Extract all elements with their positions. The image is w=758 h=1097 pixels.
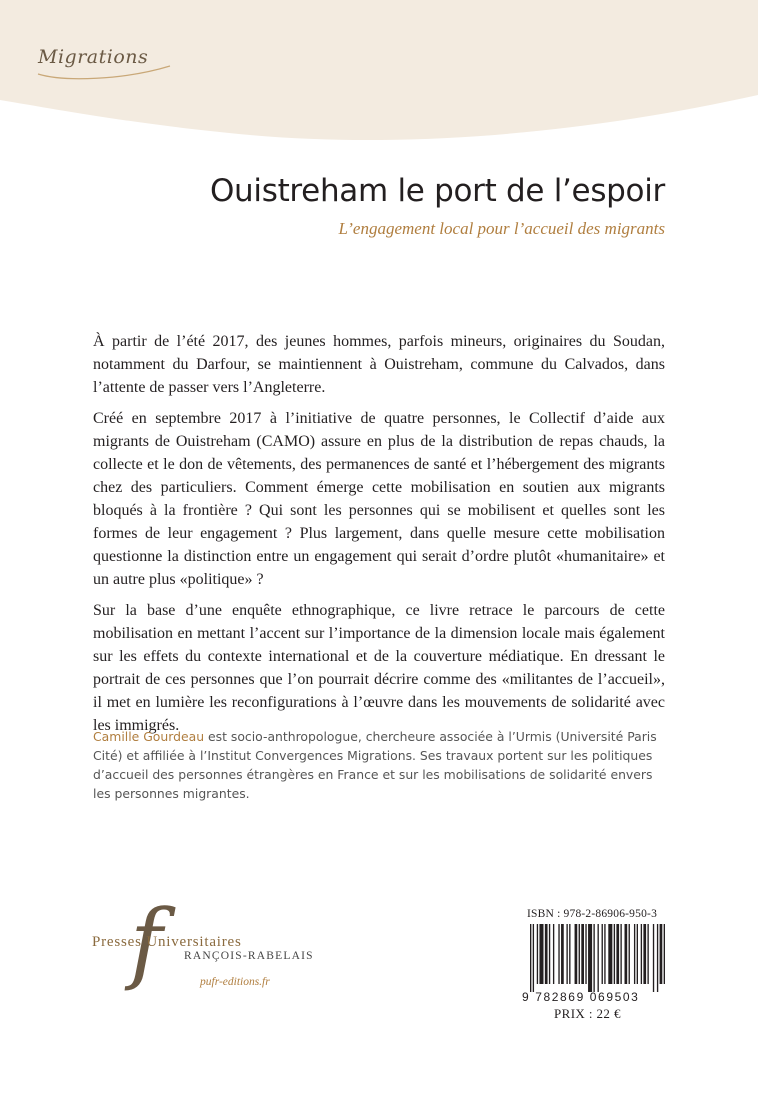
barcode-bar [553,924,554,984]
barcode-block [520,908,670,1022]
barcode-bar [614,924,615,984]
barcode-bar [616,924,619,984]
barcode-bar [604,924,605,984]
isbn: ISBN : 978-2-86906-950-3 [527,908,658,920]
barcode-bar [647,924,648,984]
barcode-bar [581,924,584,984]
price: PRIX : 22 € [554,1006,621,1021]
barcode-bar [629,924,630,984]
publisher-name-line1: Presses Universitaires [92,934,242,950]
barcode-bar [608,924,612,984]
publisher-name-line2: RANÇOIS-RABELAIS [184,950,314,962]
barcode-bar [588,924,592,992]
barcode-digits: 9 782869 069503 [522,990,640,1004]
barcode-bar [569,924,570,984]
barcode-bar [634,924,635,984]
book-title: Ouistreham le port de l’espoir [209,173,665,209]
barcode-bar [664,924,665,984]
barcode-bar [530,924,531,992]
barcode [520,924,670,1004]
barcode-bar [657,924,658,992]
blurb-paragraph-3: Sur la base d’une enquête ethnographique, ce livre retrace le parcours de cette mobilisation en mettant l’accent sur l’importance de la dimension locale mais également sur les effets du contexte international et de la couverture médiatique. En dressant le portrait de ces personnes que l’on pourrait décrire comme des «militantes de l’accueil», il met en lumière les reconfigurations à l’œuvre dans les mouvements de solidarité avec les immigrés. [93,602,665,734]
publisher-logo [92,890,322,1000]
barcode-bar [598,924,599,992]
barcode-bar [585,924,586,984]
series-logo [38,46,148,68]
publisher-website: pufr-editions.fr [200,976,270,988]
barcode-bar [579,924,580,984]
publisher-logo-letter: f [130,890,163,993]
book-subtitle: L’engagement local pour l’accueil des migrants [338,219,665,238]
barcode-bar [549,924,550,984]
barcode-bar [561,924,564,984]
barcode-bar [575,924,578,984]
barcode-bar [533,924,534,992]
barcode-bar [566,924,567,984]
blurb [93,330,665,745]
barcode-bar [602,924,603,984]
barcode-bar [625,924,628,984]
barcode-bar [558,924,559,984]
author-name: Camille Gourdeau [93,729,205,744]
barcode-bar [653,924,654,992]
blurb-paragraph-1: À partir de l’été 2017, des jeunes hommes, parfois mineurs, originaires du Soudan, notamment du Darfour, se maintiennent à Ouistreham, commune du Calvados, dans l’attente de passer vers l’Angleterre. [93,333,665,396]
barcode-bar [593,924,594,992]
author-bio-text: est socio-anthropologue, chercheure associée à l’Urmis (Université Paris Cité) et affiliée à l’Institut Convergences Migrations. Ses travaux portent sur les politiques d’accueil des personnes étrangères en France et sur les mobilisations de solidarité envers les personnes migrantes. [93,729,657,801]
barcode-bar [537,924,538,984]
barcode-bar [641,924,642,984]
barcode-bar [545,924,548,984]
barcode-bar [660,924,663,984]
barcode-bar [620,924,621,984]
author-bio [93,727,673,803]
barcode-bar [643,924,646,984]
barcode-bar [637,924,638,984]
barcode-bar [539,924,543,984]
series-logo-text: Migrations [38,46,149,68]
blurb-paragraph-2: Créé en septembre 2017 à l’initiative de quatre personnes, le Collectif d’aide aux migrants de Ouistreham (CAMO) assure en plus de la distribution de repas chauds, la collecte et le don de vêtements, des permanences de santé et l’hébergement des migrants chez des particuliers. Comment émerge cette mobilisation en soutien aux migrants bloqués à la frontière ? Qui sont les personnes qui se mobilisent et quelles sont les formes de leur engagement ? Plus largement, dans quelle mesure cette mobilisation questionne la distinction entre un engagement qui serait d’ordre plutôt «humanitaire» et un autre plus «politique» ? [93,410,665,588]
